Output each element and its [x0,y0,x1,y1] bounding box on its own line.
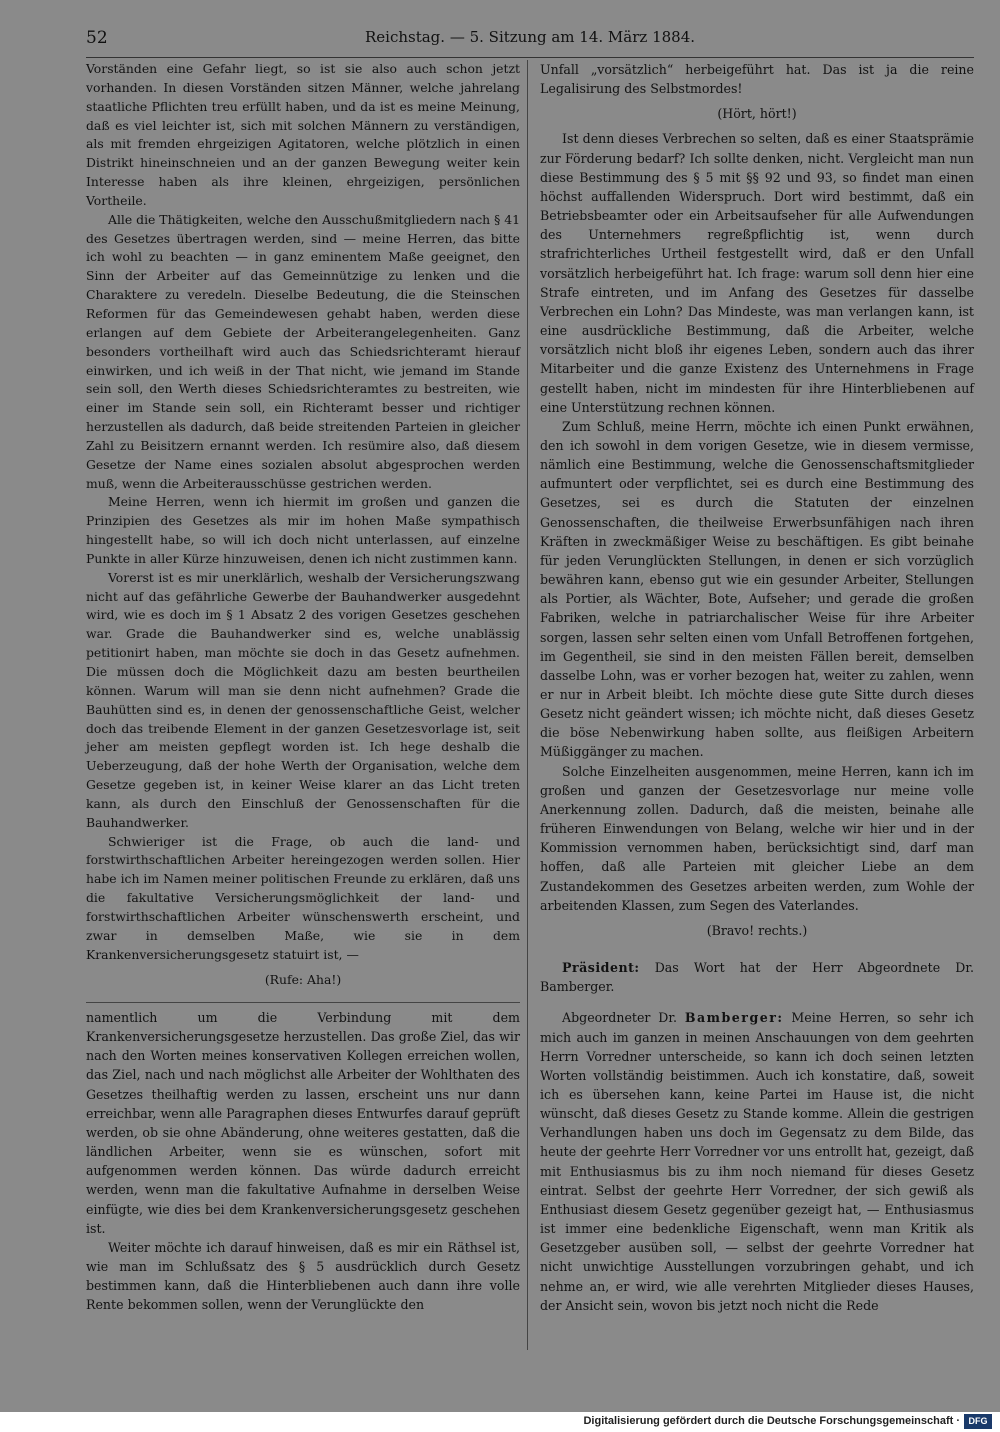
paragraph: Solche Einzelheiten ausgenommen, meine Herren, kann ich im großen und ganzen der Gesetzesvorlage nur meine volle Anerkennung zollen. Dadurch, daß die meisten, beinahe alle früheren Einwendungen von Belang, welche wir hier und in der Kommission vernommen haben, berücksichtigt sind, darf man hoffen, daß alle Parteien mit gleicher Liebe an dem Zustandekommen des Gesetzes arbeiten werden, zum Wohle der arbeitenden Klassen, zum Segen des Vaterlandes. [540,763,974,913]
paragraph: Ist denn dieses Verbrechen so selten, daß es einer Staatsprämie zur Förderung bedarf? Ich sollte denken, nicht. Vergleicht man nun diese Bestimmung des § 5 mit §§ 92 und 93, so findet man einen höchst auffallenden Widerspruch. Dort wird bestimmt, daß ein Betriebsbeamter oder ein Arbeitsaufseher für alle Aufwendungen des Unternehmers regreßpflichtig ist, wenn durch strafrichterliches Urtheil festgestellt wird, daß er den Unfall vorsätzlich herbeigeführt hat. Ich frage: warum soll denn hier eine Strafe eintreten, und im Anfang des Gesetzes für dasselbe Verbrechen ein Lohn? Das Mindeste, was man verlangen kann, ist eine ausdrückliche Bestimmung, daß die Arbeiter, welche vorsätzlich nicht bloß ihr eigenes Leben, sondern auch das ihrer Mitarbeiter und die ganze Existenz des Unternehmens in Frage gestellt haben, nicht im mindesten für ihre Hinterbliebenen auf eine Unterstützung rechnen können. [540,131,974,415]
paragraph: Vorerst ist es mir unerklärlich, weshalb der Versicherungszwang nicht auf das gefährliche Gewerbe der Bauhandwerker ausgedehnt wird, wie es doch im § 1 Absatz 2 des vorigen Gesetzes geschehen war. Grade die Bauhandwerker sind es, welche unablässig petitionirt haben, man möchte sie doch in das Gesetz aufnehmen. Die müssen doch die Möglichkeit dazu am besten beurtheilen können. Warum will man sie denn nicht aufnehmen? Grade die Bauhütten sind es, in denen der genossenschaftliche Geist, welcher doch das treibende Element in der ganzen Gesetzesvorlage ist, seit jeher am meisten gepflegt worden ist. Ich hege deshalb die Ueberzeugung, daß der hohe Werth der Organisation, welche dem Gesetze gegeben ist, in keiner Weise klarer an das Licht treten kann, als durch den Einschluß der Genossenschaften für die Bauhandwerker. [86,569,520,830]
page-number: 52 [86,28,108,48]
left-column-rule [86,1002,520,1003]
header-rule [86,57,974,58]
paragraph: Meine Herren, wenn ich hiermit im großen und ganzen die Prinzipien des Gesetzes als mir im hohen Maße sympathisch hingestellt habe, so will ich doch nicht unterlassen, auf einzelne Punkte in aller Kürze hinzuweisen, denen ich nicht zustimmen kann. [86,494,520,566]
statement-text: Das Wort hat der Herr Abgeordnete Dr. Bamberger. [540,960,974,995]
paragraph: Vorständen eine Gefahr liegt, so ist sie also auch schon jetzt vorhanden. In diesen Vorständen sitzen Männer, welche jahrelang staatliche Pflichten treu erfüllt haben, und da ist es meine Meinung, daß es viel leichter ist, sich mit solchen Männern zu verständigen, als mit fremden ehrgeizigen Agitatoren, welche plötzlich in einen Distrikt hineinschneien und an der ganzen Bewegung weiter kein Interesse haben als ihre kleinen, ehrgeizigen, persönlichen Vortheile. [86,61,520,208]
spacer [540,946,974,958]
paragraph: Unfall „vorsätzlich“ herbeigeführt hat. Das ist ja die reine Legalisirung des Selbstmordes! [540,62,974,97]
spacer [540,996,974,1008]
speaker-label: Präsident: [562,960,640,976]
funding-notice: Digitalisierung gefördert durch die Deutsche Forschungsgemeinschaft · [583,1415,960,1427]
speaker-intro: Abgeordneter Dr. [562,1010,678,1026]
president-statement [540,958,974,996]
speaker-name: Bamberger: [684,1010,784,1026]
speech-text: Meine Herren, so sehr ich mich auch im ganzen in meinen Anschauungen von dem geehrten Herrn Vorredner unterscheide, so kann ich doch seinen letzten Worten vollständig beistimmen. Auch ich konstatire, daß, soweit ich es übersehen kann, keine Partei im Hause ist, die nicht wünscht, daß dieses Gesetz zu Stande komme. Allein die gestrigen Verhandlungen haben uns doch im Gegensatz zu dem Bilde, das heute der geehrte Herr Vorredner vor uns entrollt hat, gezeigt, daß mit Enthusiasmus bis zu ihm noch niemand für dieses Gesetz eintrat. Selbst der geehrte Herr Vorredner, der sich gewiß als Enthusiast diesem Gesetz gegenüber gezeigt hat, — Enthusiasmus ist immer eine bedenkliche Eigenschaft, wenn man Kritik als Gesetzgeber ausüben soll, — selbst der geehrte Vorredner hat nicht unwichtige Ausstellungen vorzubringen gehabt, und ich nehme an, er wird, wie alle verehrten Mitglieder dieses Hauses, der Ansicht sein, wovon bis jetzt noch nicht die Rede [540,1010,974,1313]
left-column-bottom [86,1008,520,1348]
left-column-top [86,60,520,1002]
paragraph: namentlich um die Verbindung mit dem Krankenversicherungsgesetze herzustellen. Das große Ziel, das wir nach den Worten meines konservativen Kollegen erreichen wollen, das Ziel, nach und nach möglichst alle Arbeiter der Wohlthaten des Gesetzes theilhaftig werden zu lassen, erscheint uns nur dann erreichbar, wenn alle Paragraphen dieses Entwurfes darauf geprüft werden, ob sie ohne Abänderung, ohne weiteres gestatten, daß die ländlichen Arbeiter, wenn sie es wünschen, sofort mit aufgenommen werden können. Das würde dadurch erreicht werden, wenn man die fakultative Aufnahme in derselben Weise einfügte, wie dies bei dem Krankenversicherungsgesetz geschehen ist. [86,1010,520,1236]
footer-bar [0,1412,1000,1432]
paragraph: Schwieriger ist die Frage, ob auch die land- und forstwirthschaftlichen Arbeiter hereingezogen werden sollen. Hier habe ich im Namen meiner politischen Freunde zu erklären, daß uns die fakultative Versicherungsmöglichkeit der land- und forstwirthschaftlichen Arbeiter wünschenswerth erscheint, und zwar in demselben Maße, wie sie in dem Krankenversicherungsgesetz statuirt ist, — [86,833,520,962]
bamberger-speech [540,1008,974,1315]
interjection: (Hört, hört!) [717,106,797,122]
right-column [540,60,974,1350]
page-header [86,28,974,54]
paragraph: Zum Schluß, meine Herrn, möchte ich einen Punkt erwähnen, den ich sowohl in dem vorigen Gesetze, wie in diesem vermisse, nämlich eine Bestimmung, welche die Genossenschaftsmitglieder aufmuntert oder verpflichtet, sei es durch eine Bestimmung des Gesetzes, sei es durch die Statuten der einzelnen Genossenschaften, die theilweise Erwerbsunfähigen nach ihren Kräften in zweckmäßiger Weise zu beschäftigen. Es gibt beinahe für jeden Verunglückten Stellungen, in denen er sich vorzüglich bewähren kann, ebenso gut wie ein gesunder Arbeiter, Stellungen als Portier, als Wächter, Bote, Aufseher; und gerade die großen Fabriken, welche in patriarchalischer Weise für ihre Arbeiter sorgen, lassen sehr selten einen vom Unfall Betroffenen fortgehen, im Gegentheil, sie sind in den meisten Fällen bereit, demselben dasselbe Lohn, was er vorher bezogen hat, weiter zu zahlen, wenn er nur in Arbeit bleibt. Ich möchte diese gute Sitte durch dieses Gesetz nicht geändert wissen; ich möchte nicht, daß dieses Gesetz die böse Nebenwirkung haben sollte, aus fleißigen Arbeitern Müßiggänger zu machen. [540,418,974,760]
interjection: (Rufe: Aha!) [264,971,342,987]
running-title: Reichstag. — 5. Sitzung am 14. März 1884. [364,28,696,46]
column-divider [527,60,528,1350]
interjection: (Bravo! rechts.) [706,922,808,938]
dfg-logo: DFG [964,1414,992,1429]
paragraph: Alle die Thätigkeiten, welche den Ausschußmitgliedern nach § 41 des Gesetzes übertragen werden, sind — meine Herren, das bitte ich wohl zu beachten — in ganz eminentem Maße geeignet, den Sinn der Arbeiter auf das Gemeinnützige zu lenken und die Charaktere zu veredeln. Dieselbe Bedeutung, die die Steinschen Reformen für das Gemeindewesen gehabt haben, werden diese erlangen auf dem Gebiete der Arbeiterangelegenheiten. Ganz besonders vortheilhaft wird auch das Schiedsrichteramt hierauf einwirken, und ich weiß in der That nicht, wie jemand im Stande sein soll, den Werth dieses Schiedsrichteramtes zu bestreiten, wie einer im Stande sein soll, ein Richteramt besser und richtiger herzustellen als dadurch, daß beide streitenden Parteien in gleicher Zahl zu Beisitzern ernannt werden. Ich resümire also, daß diesem Gesetze der Name eines sozialen absolut abgesprochen werden muß, wenn die Arbeiterausschüsse gestrichen werden. [86,211,521,491]
paragraph: Weiter möchte ich darauf hinweisen, daß es mir ein Räthsel ist, wie man im Schlußsatz des § 5 ausdrücklich durch Gesetz bestimmen kann, daß die Hinterbliebenen auch dann ihre volle Rente bekommen sollen, wenn der Verunglückte den [86,1239,520,1313]
